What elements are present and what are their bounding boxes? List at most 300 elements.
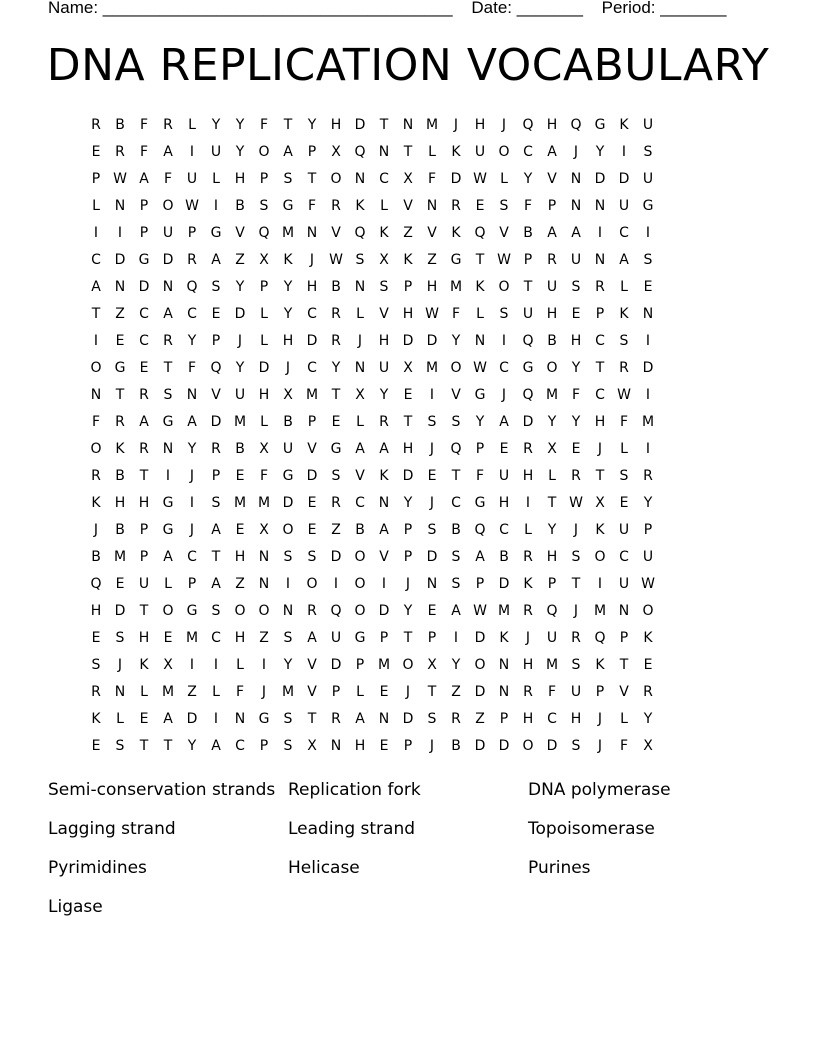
- grid-letter: H: [138, 495, 150, 511]
- grid-letter: O: [522, 738, 534, 754]
- grid-letter: S: [427, 711, 437, 727]
- grid-letter: S: [451, 549, 461, 565]
- grid-letter: H: [522, 657, 534, 673]
- grid-letter: H: [402, 441, 414, 457]
- grid-letter: I: [453, 630, 459, 646]
- grid-letter: B: [115, 522, 125, 538]
- grid-letter: O: [90, 360, 102, 376]
- grid-letter: S: [379, 279, 389, 295]
- grid-row: [84, 112, 732, 139]
- grid-letter: S: [451, 576, 461, 592]
- grid-letter: F: [427, 171, 437, 187]
- grid-letter: I: [213, 711, 219, 727]
- grid-letter: Y: [379, 387, 389, 403]
- word-bank-item: Topoisomerase: [528, 819, 655, 839]
- grid-letter: U: [546, 279, 558, 295]
- grid-letter: N: [186, 387, 198, 403]
- grid-letter: Q: [330, 603, 342, 619]
- grid-letter: C: [307, 306, 317, 322]
- grid-letter: T: [283, 117, 293, 133]
- grid-letter: T: [571, 576, 581, 592]
- grid-letter: T: [427, 684, 437, 700]
- period-field-label: Period: _______: [601, 0, 727, 17]
- grid-letter: E: [571, 306, 581, 322]
- grid-letter: I: [213, 657, 219, 673]
- grid-letter: A: [211, 252, 221, 268]
- grid-letter: L: [476, 306, 484, 322]
- grid-letter: C: [499, 360, 509, 376]
- grid-letter: X: [595, 495, 605, 511]
- grid-letter: I: [597, 225, 603, 241]
- grid-letter: W: [497, 252, 511, 268]
- grid-letter: Y: [283, 279, 293, 295]
- grid-letter: J: [597, 738, 603, 754]
- grid-letter: Y: [643, 495, 653, 511]
- grid-letter: Z: [451, 684, 461, 700]
- grid-letter: Y: [595, 144, 605, 160]
- grid-letter: N: [594, 252, 606, 268]
- grid-letter: A: [211, 576, 221, 592]
- grid-letter: A: [187, 414, 197, 430]
- grid-letter: E: [91, 630, 101, 646]
- grid-row: [84, 193, 732, 220]
- grid-letter: B: [355, 522, 365, 538]
- grid-letter: Y: [283, 657, 293, 673]
- grid-row: [84, 733, 732, 760]
- grid-letter: P: [475, 441, 485, 457]
- grid-letter: R: [115, 144, 125, 160]
- grid-letter: O: [282, 522, 294, 538]
- grid-letter: W: [617, 387, 631, 403]
- grid-letter: N: [234, 711, 246, 727]
- grid-letter: S: [643, 252, 653, 268]
- grid-letter: L: [356, 684, 364, 700]
- grid-letter: H: [546, 549, 558, 565]
- grid-letter: P: [379, 630, 389, 646]
- grid-letter: D: [498, 576, 510, 592]
- grid-letter: R: [523, 684, 533, 700]
- grid-letter: C: [619, 225, 629, 241]
- grid-letter: S: [307, 549, 317, 565]
- grid-letter: O: [354, 603, 366, 619]
- grid-letter: N: [114, 198, 126, 214]
- grid-letter: F: [139, 144, 149, 160]
- grid-letter: A: [379, 441, 389, 457]
- grid-letter: Z: [235, 576, 245, 592]
- grid-letter: V: [211, 387, 221, 403]
- grid-letter: V: [235, 225, 245, 241]
- grid-letter: F: [571, 387, 581, 403]
- grid-letter: P: [139, 198, 149, 214]
- grid-letter: X: [259, 252, 269, 268]
- grid-letter: Q: [90, 576, 102, 592]
- grid-letter: N: [378, 711, 390, 727]
- grid-letter: A: [139, 414, 149, 430]
- grid-letter: H: [354, 738, 366, 754]
- grid-letter: A: [211, 738, 221, 754]
- grid-letter: F: [619, 738, 629, 754]
- grid-row: [84, 328, 732, 355]
- grid-letter: T: [619, 657, 629, 673]
- grid-letter: M: [377, 657, 391, 673]
- grid-letter: X: [331, 144, 341, 160]
- grid-letter: F: [259, 117, 269, 133]
- grid-row: [84, 139, 732, 166]
- grid-letter: D: [498, 738, 510, 754]
- grid-letter: U: [186, 171, 198, 187]
- grid-letter: B: [115, 117, 125, 133]
- grid-letter: T: [307, 171, 317, 187]
- grid-letter: E: [427, 468, 437, 484]
- grid-letter: D: [402, 468, 414, 484]
- word-bank-item: Purines: [528, 858, 591, 878]
- grid-letter: C: [139, 333, 149, 349]
- grid-letter: R: [571, 630, 581, 646]
- grid-letter: E: [499, 441, 509, 457]
- grid-letter: J: [261, 684, 267, 700]
- grid-letter: Y: [307, 117, 317, 133]
- grid-row: [84, 166, 732, 193]
- grid-letter: K: [139, 657, 149, 673]
- grid-letter: H: [594, 414, 606, 430]
- grid-letter: E: [139, 360, 149, 376]
- grid-letter: G: [138, 252, 150, 268]
- grid-letter: A: [139, 171, 149, 187]
- grid-letter: Z: [403, 225, 413, 241]
- grid-letter: I: [261, 657, 267, 673]
- grid-letter: P: [403, 522, 413, 538]
- grid-letter: D: [354, 117, 366, 133]
- grid-letter: E: [331, 414, 341, 430]
- grid-letter: T: [379, 117, 389, 133]
- grid-letter: A: [91, 279, 101, 295]
- grid-letter: I: [645, 333, 651, 349]
- grid-letter: Z: [115, 306, 125, 322]
- grid-letter: K: [595, 522, 605, 538]
- grid-letter: H: [570, 711, 582, 727]
- grid-letter: M: [641, 414, 655, 430]
- grid-letter: E: [235, 522, 245, 538]
- grid-letter: H: [402, 306, 414, 322]
- grid-letter: K: [355, 198, 365, 214]
- grid-letter: T: [403, 414, 413, 430]
- grid-letter: L: [260, 333, 268, 349]
- grid-letter: I: [525, 495, 531, 511]
- grid-letter: D: [426, 333, 438, 349]
- grid-letter: H: [114, 495, 126, 511]
- grid-letter: R: [451, 711, 461, 727]
- grid-letter: J: [573, 522, 579, 538]
- grid-letter: D: [594, 171, 606, 187]
- grid-letter: I: [285, 576, 291, 592]
- grid-letter: T: [595, 360, 605, 376]
- word-search-grid: [84, 112, 732, 760]
- grid-letter: D: [138, 279, 150, 295]
- grid-letter: L: [380, 198, 388, 214]
- grid-letter: R: [115, 414, 125, 430]
- grid-letter: C: [187, 306, 197, 322]
- grid-letter: S: [451, 414, 461, 430]
- grid-letter: H: [234, 630, 246, 646]
- grid-letter: A: [451, 603, 461, 619]
- grid-letter: L: [212, 684, 220, 700]
- grid-letter: S: [571, 657, 581, 673]
- grid-letter: I: [501, 333, 507, 349]
- grid-letter: E: [91, 738, 101, 754]
- grid-letter: H: [306, 279, 318, 295]
- grid-letter: N: [114, 279, 126, 295]
- grid-letter: G: [258, 711, 270, 727]
- grid-letter: B: [523, 225, 533, 241]
- grid-letter: L: [92, 198, 100, 214]
- grid-letter: R: [307, 603, 317, 619]
- grid-letter: C: [235, 738, 245, 754]
- grid-letter: P: [139, 225, 149, 241]
- grid-letter: I: [93, 225, 99, 241]
- grid-letter: N: [258, 576, 270, 592]
- grid-letter: J: [429, 738, 435, 754]
- grid-letter: R: [595, 279, 605, 295]
- grid-letter: T: [403, 144, 413, 160]
- grid-letter: E: [643, 279, 653, 295]
- grid-letter: L: [428, 144, 436, 160]
- grid-letter: T: [475, 252, 485, 268]
- grid-letter: P: [187, 225, 197, 241]
- grid-letter: C: [379, 171, 389, 187]
- grid-letter: G: [282, 198, 294, 214]
- grid-letter: H: [546, 306, 558, 322]
- grid-letter: I: [645, 441, 651, 457]
- grid-letter: Q: [450, 441, 462, 457]
- grid-letter: R: [547, 252, 557, 268]
- grid-letter: I: [189, 495, 195, 511]
- grid-letter: E: [163, 630, 173, 646]
- grid-letter: P: [211, 468, 221, 484]
- grid-letter: S: [283, 711, 293, 727]
- grid-letter: P: [331, 684, 341, 700]
- grid-letter: Y: [571, 414, 581, 430]
- grid-letter: G: [210, 225, 222, 241]
- grid-letter: N: [474, 333, 486, 349]
- grid-letter: D: [162, 252, 174, 268]
- grid-letter: P: [91, 171, 101, 187]
- grid-letter: M: [545, 387, 559, 403]
- grid-letter: D: [618, 171, 630, 187]
- grid-letter: K: [523, 576, 533, 592]
- grid-letter: G: [642, 198, 654, 214]
- grid-letter: U: [234, 387, 246, 403]
- grid-letter: A: [163, 306, 173, 322]
- grid-letter: G: [450, 252, 462, 268]
- grid-letter: R: [211, 441, 221, 457]
- grid-letter: N: [498, 657, 510, 673]
- grid-letter: E: [139, 711, 149, 727]
- grid-letter: E: [211, 306, 221, 322]
- grid-letter: W: [329, 252, 343, 268]
- grid-letter: D: [474, 630, 486, 646]
- grid-letter: S: [427, 414, 437, 430]
- grid-letter: R: [643, 468, 653, 484]
- grid-letter: L: [620, 441, 628, 457]
- grid-letter: C: [619, 549, 629, 565]
- word-bank-item: Ligase: [48, 897, 103, 917]
- grid-letter: D: [378, 603, 390, 619]
- grid-letter: T: [163, 360, 173, 376]
- grid-letter: D: [450, 171, 462, 187]
- grid-letter: N: [498, 684, 510, 700]
- grid-row: [84, 490, 732, 517]
- grid-letter: T: [139, 738, 149, 754]
- grid-letter: P: [595, 306, 605, 322]
- grid-letter: N: [426, 198, 438, 214]
- grid-letter: D: [306, 468, 318, 484]
- grid-letter: U: [282, 441, 294, 457]
- worksheet-header: [48, 0, 748, 18]
- grid-letter: O: [162, 198, 174, 214]
- grid-letter: L: [356, 414, 364, 430]
- grid-letter: E: [475, 198, 485, 214]
- grid-letter: X: [427, 657, 437, 673]
- grid-letter: W: [641, 576, 655, 592]
- grid-letter: K: [91, 495, 101, 511]
- grid-letter: R: [91, 117, 101, 133]
- grid-letter: N: [402, 117, 414, 133]
- grid-letter: V: [451, 387, 461, 403]
- grid-row: [84, 382, 732, 409]
- grid-letter: L: [188, 117, 196, 133]
- grid-letter: B: [115, 468, 125, 484]
- grid-letter: D: [114, 252, 126, 268]
- grid-letter: J: [357, 333, 363, 349]
- grid-letter: A: [355, 711, 365, 727]
- grid-letter: S: [499, 198, 509, 214]
- grid-letter: K: [619, 117, 629, 133]
- grid-letter: X: [259, 441, 269, 457]
- grid-letter: B: [451, 522, 461, 538]
- grid-letter: J: [93, 522, 99, 538]
- grid-letter: Y: [235, 117, 245, 133]
- grid-letter: N: [282, 603, 294, 619]
- grid-letter: M: [497, 603, 511, 619]
- grid-letter: K: [379, 468, 389, 484]
- grid-letter: D: [210, 414, 222, 430]
- grid-row: [84, 544, 732, 571]
- grid-letter: V: [379, 549, 389, 565]
- word-bank-item: Helicase: [288, 858, 360, 878]
- grid-letter: R: [619, 360, 629, 376]
- grid-letter: D: [474, 738, 486, 754]
- grid-letter: J: [429, 495, 435, 511]
- grid-row: [84, 436, 732, 463]
- grid-letter: M: [113, 549, 127, 565]
- grid-letter: O: [546, 360, 558, 376]
- grid-letter: S: [283, 171, 293, 187]
- grid-letter: L: [236, 657, 244, 673]
- grid-letter: N: [378, 495, 390, 511]
- grid-row: [84, 409, 732, 436]
- grid-letter: O: [594, 549, 606, 565]
- grid-letter: O: [234, 603, 246, 619]
- grid-letter: Y: [547, 414, 557, 430]
- grid-letter: J: [573, 603, 579, 619]
- grid-letter: H: [282, 333, 294, 349]
- grid-letter: E: [115, 576, 125, 592]
- grid-letter: N: [162, 279, 174, 295]
- grid-letter: F: [547, 684, 557, 700]
- grid-letter: L: [548, 468, 556, 484]
- grid-letter: Z: [187, 684, 197, 700]
- grid-letter: P: [403, 279, 413, 295]
- grid-letter: A: [163, 144, 173, 160]
- grid-letter: C: [547, 711, 557, 727]
- grid-letter: R: [187, 252, 197, 268]
- grid-row: [84, 247, 732, 274]
- grid-letter: S: [115, 630, 125, 646]
- grid-letter: E: [91, 144, 101, 160]
- grid-letter: A: [283, 144, 293, 160]
- grid-letter: Q: [522, 117, 534, 133]
- grid-letter: Q: [570, 117, 582, 133]
- grid-letter: L: [500, 171, 508, 187]
- grid-letter: Y: [643, 711, 653, 727]
- grid-letter: V: [379, 306, 389, 322]
- word-bank: [48, 779, 768, 918]
- grid-letter: A: [619, 252, 629, 268]
- grid-letter: P: [139, 549, 149, 565]
- grid-letter: S: [259, 198, 269, 214]
- grid-letter: C: [307, 360, 317, 376]
- grid-letter: V: [307, 441, 317, 457]
- grid-letter: W: [425, 306, 439, 322]
- grid-letter: U: [570, 684, 582, 700]
- grid-letter: U: [138, 576, 150, 592]
- grid-letter: Y: [235, 360, 245, 376]
- grid-letter: J: [525, 630, 531, 646]
- grid-letter: N: [162, 441, 174, 457]
- grid-letter: L: [260, 306, 268, 322]
- grid-letter: T: [139, 468, 149, 484]
- grid-letter: D: [546, 738, 558, 754]
- grid-letter: X: [547, 441, 557, 457]
- grid-letter: F: [451, 306, 461, 322]
- grid-letter: E: [115, 333, 125, 349]
- word-bank-item: Lagging strand: [48, 819, 176, 839]
- page-title: DNA REPLICATION VOCABULARY: [46, 40, 770, 91]
- grid-letter: S: [283, 738, 293, 754]
- grid-row: [84, 517, 732, 544]
- grid-letter: Q: [594, 630, 606, 646]
- grid-letter: N: [642, 306, 654, 322]
- grid-letter: E: [379, 684, 389, 700]
- grid-letter: K: [619, 306, 629, 322]
- grid-letter: M: [233, 414, 247, 430]
- grid-letter: M: [281, 225, 295, 241]
- grid-letter: U: [618, 576, 630, 592]
- grid-letter: V: [619, 684, 629, 700]
- grid-letter: D: [642, 360, 654, 376]
- grid-letter: U: [642, 549, 654, 565]
- grid-letter: V: [427, 225, 437, 241]
- grid-letter: T: [163, 738, 173, 754]
- grid-letter: G: [282, 468, 294, 484]
- grid-letter: Y: [523, 171, 533, 187]
- grid-letter: A: [163, 549, 173, 565]
- grid-letter: S: [499, 306, 509, 322]
- grid-letter: B: [91, 549, 101, 565]
- grid-letter: Y: [235, 279, 245, 295]
- grid-row: [84, 679, 732, 706]
- grid-letter: N: [570, 171, 582, 187]
